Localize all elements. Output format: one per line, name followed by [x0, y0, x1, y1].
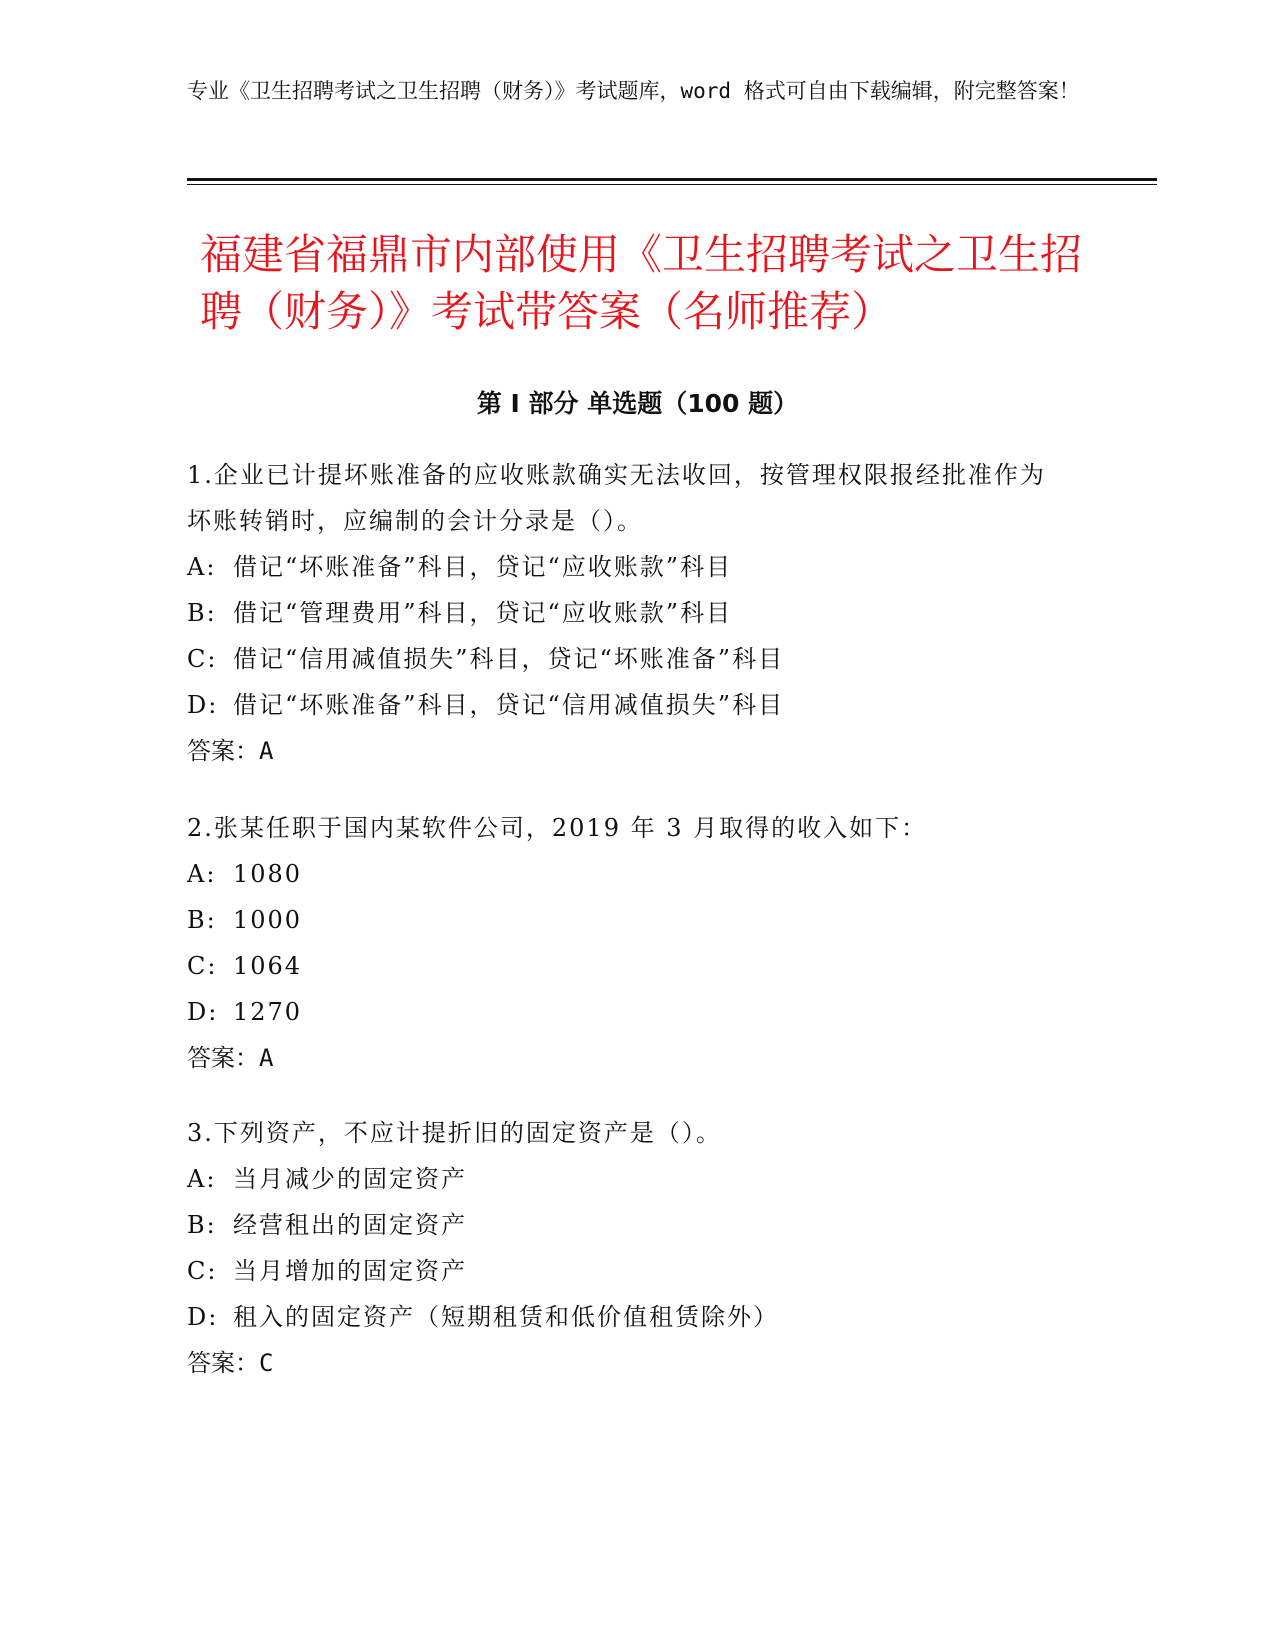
question-1: [187, 452, 1067, 774]
answer: 答案：C: [187, 1349, 274, 1377]
option-letter: B:: [187, 1211, 217, 1239]
question-2: [187, 805, 1067, 1081]
option-letter: A:: [187, 860, 217, 888]
section-heading: 第 I 部分 单选题（100 题）: [476, 389, 799, 418]
header-rule-thick: [187, 178, 1157, 181]
option-text: 借记“坏账准备”科目，贷记“信用减值损失”科目: [233, 691, 785, 719]
option-c: [187, 636, 1067, 682]
question-text: 1.企业已计提坏账准备的应收账款确实无法收回，按管理权限报经批准作为坏账转销时，应编制的会计分录是（）。: [187, 461, 1046, 535]
option-letter: C:: [187, 645, 218, 673]
option-b: [187, 1202, 1067, 1248]
option-a: [187, 544, 1067, 590]
option-letter: B:: [187, 599, 217, 627]
option-letter: D:: [187, 998, 219, 1026]
document-title: 福建省福鼎市内部使用《卫生招聘考试之卫生招聘（财务）》考试带答案（名师推荐）: [200, 230, 1083, 336]
option-c: [187, 1248, 1067, 1294]
option-text: 租入的固定资产（短期租赁和低价值租赁除外）: [233, 1303, 779, 1331]
question-text: 3.下列资产，不应计提折旧的固定资产是（）。: [187, 1119, 722, 1147]
option-a: [187, 851, 1067, 897]
answer: 答案：A: [187, 1044, 274, 1072]
option-text: 1064: [233, 952, 303, 980]
answer: 答案：A: [187, 737, 274, 765]
option-c: [187, 943, 1067, 989]
option-d: [187, 989, 1067, 1035]
option-text: 借记“管理费用”科目，贷记“应收账款”科目: [233, 599, 733, 627]
option-letter: C:: [187, 952, 218, 980]
header-rule-thin: [187, 184, 1157, 185]
question-3: [187, 1110, 1067, 1386]
question-text: 2.张某任职于国内某软件公司，2019 年 3 月取得的收入如下：: [187, 814, 928, 842]
option-letter: D:: [187, 691, 219, 719]
option-text: 经营租出的固定资产: [233, 1211, 467, 1239]
option-letter: C:: [187, 1257, 218, 1285]
option-letter: D:: [187, 1303, 219, 1331]
option-text: 1270: [233, 998, 303, 1026]
option-a: [187, 1156, 1067, 1202]
option-b: [187, 590, 1067, 636]
option-text: 借记“信用减值损失”科目，贷记“坏账准备”科目: [233, 645, 785, 673]
option-text: 当月减少的固定资产: [233, 1165, 467, 1193]
header-note: 专业《卫生招聘考试之卫生招聘（财务）》考试题库，word 格式可自由下载编辑，附完整答案！: [187, 79, 1080, 103]
option-letter: A:: [187, 553, 217, 581]
option-letter: A:: [187, 1165, 217, 1193]
option-d: [187, 1294, 1067, 1340]
option-text: 1000: [233, 906, 303, 934]
option-b: [187, 897, 1067, 943]
option-letter: B:: [187, 906, 217, 934]
option-text: 借记“坏账准备”科目，贷记“应收账款”科目: [233, 553, 733, 581]
option-text: 当月增加的固定资产: [233, 1257, 467, 1285]
option-d: [187, 682, 1067, 728]
option-text: 1080: [233, 860, 303, 888]
